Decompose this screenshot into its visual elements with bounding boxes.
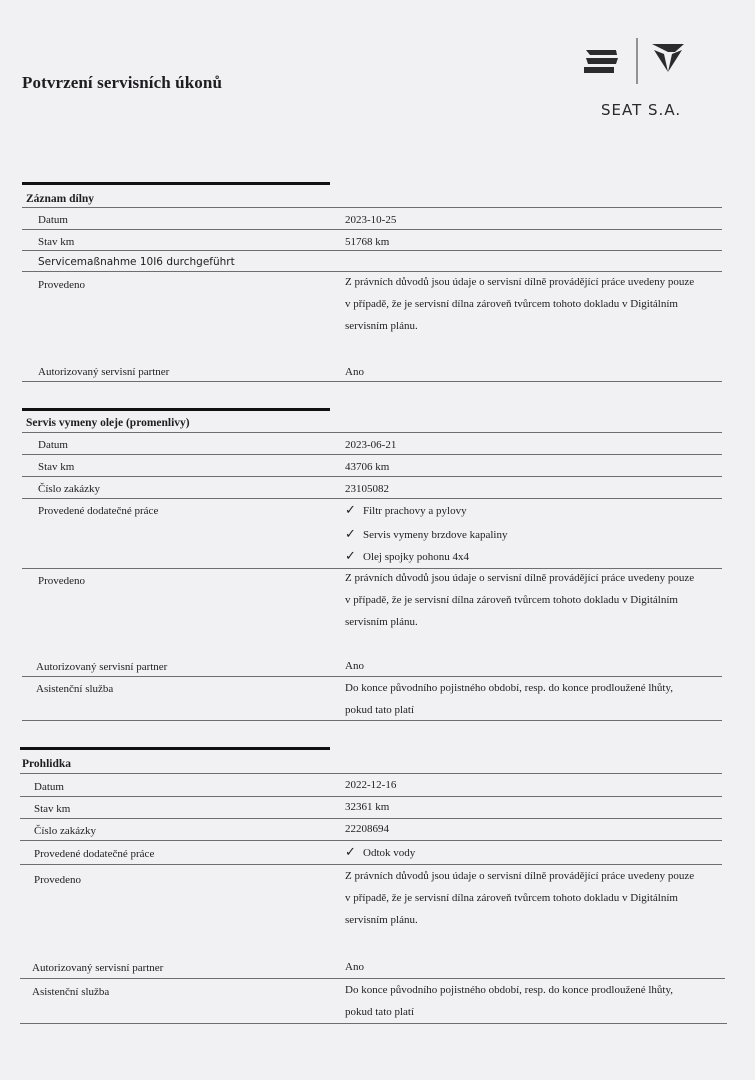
section-title-prohlidka: Prohlidka (22, 758, 71, 770)
partner-value: Ano (345, 366, 364, 378)
provedeno-text: Z právních důvodů jsou údaje o servisní dílně provádějící práce uvedeny pouze v případě, že je servisní dílna zároveň tvůrcem tohoto dokladu v Digitálním servisním plánu. (345, 572, 695, 628)
section-title-zaznam: Záznam dílny (26, 193, 95, 205)
zakazka-value: 23105082 (345, 483, 389, 495)
provedeno-text: Z právních důvodů jsou údaje o servisní dílně provádějící práce uvedeny pouze v případě, že je servisní dílna zároveň tvůrcem tohoto dokladu v Digitálním servisním plánu. (345, 276, 695, 332)
stav-km-label: Stav km (38, 461, 75, 473)
rule (20, 840, 722, 841)
asistencni-text: Do konce původního pojistného období, resp. do konce prodloužené lhůty, pokud tato platí (345, 984, 674, 1018)
section-divider-bar (22, 182, 330, 185)
cupra-logo-icon (652, 44, 684, 72)
partner-label: Autorizovaný servisní partner (32, 962, 164, 974)
checkmark-icon: ✓ (345, 503, 356, 518)
rule (22, 720, 722, 721)
datum-value: 2022-12-16 (345, 779, 397, 791)
partner-value: Ano (345, 660, 364, 672)
section-divider-bar (22, 408, 330, 411)
provedeno-label: Provedeno (34, 874, 82, 886)
asistencni-label: Asistenční služba (32, 986, 110, 998)
rule (22, 229, 722, 230)
rule (22, 476, 722, 477)
dodatecne-prace-label: Provedené dodatečné práce (38, 505, 159, 517)
service-note: Servicemaßnahme 10I6 durchgeführt (38, 256, 235, 268)
zakazka-label: Číslo zakázky (38, 483, 101, 495)
rule (22, 498, 722, 499)
zakazka-label: Číslo zakázky (34, 825, 97, 837)
stav-km-value: 32361 km (345, 801, 390, 813)
provedeno-label: Provedeno (38, 279, 86, 291)
partner-label: Autorizovaný servisní partner (38, 366, 170, 378)
asistencni-label: Asistenční služba (36, 683, 114, 695)
prace-item: ✓ Olej spojky pohonu 4x4 (345, 549, 470, 564)
checkmark-icon: ✓ (345, 549, 356, 564)
section-title-servis: Servis vymeny oleje (promenlivy) (26, 417, 190, 429)
rule (22, 381, 722, 382)
prace-item: ✓ Filtr prachovy a pylovy (345, 503, 467, 518)
rule (22, 250, 722, 251)
stav-km-label: Stav km (34, 803, 71, 815)
provedeno-label: Provedeno (38, 575, 86, 587)
datum-value: 2023-10-25 (345, 214, 397, 226)
datum-value: 2023-06-21 (345, 439, 397, 451)
stav-km-value: 43706 km (345, 461, 390, 473)
rule (22, 432, 722, 433)
provedeno-text: Z právních důvodů jsou údaje o servisní dílně provádějící práce uvedeny pouze v případě, že je servisní dílna zároveň tvůrcem tohoto dokladu v Digitálním servisním plánu. (345, 870, 695, 926)
partner-label: Autorizovaný servisní partner (36, 661, 168, 673)
rule (20, 773, 722, 774)
document-title: Potvrzení servisních úkonů (22, 73, 223, 92)
brand-name: SEAT S.A. (601, 101, 682, 119)
rule (20, 796, 722, 797)
section-divider-bar (20, 747, 330, 750)
datum-label: Datum (38, 214, 68, 226)
checkmark-icon: ✓ (345, 527, 356, 542)
checkmark-icon: ✓ (345, 845, 356, 860)
rule (20, 1023, 727, 1024)
prace-item: ✓ Servis vymeny brzdove kapaliny (345, 527, 508, 542)
rule (22, 207, 722, 208)
datum-label: Datum (34, 781, 64, 793)
zakazka-value: 22208694 (345, 823, 389, 835)
datum-label: Datum (38, 439, 68, 451)
seat-s-logo-icon (584, 50, 618, 73)
prace-item: ✓ Odtok vody (345, 845, 416, 860)
stav-km-value: 51768 km (345, 236, 390, 248)
seat-cupra-logo (580, 36, 690, 86)
rule (22, 454, 722, 455)
stav-km-label: Stav km (38, 236, 75, 248)
dodatecne-prace-label: Provedené dodatečné práce (34, 848, 155, 860)
partner-value: Ano (345, 961, 364, 973)
rule (20, 818, 722, 819)
asistencni-text: Do konce původního pojistného období, resp. do konce prodloužené lhůty, pokud tato platí (345, 682, 674, 716)
